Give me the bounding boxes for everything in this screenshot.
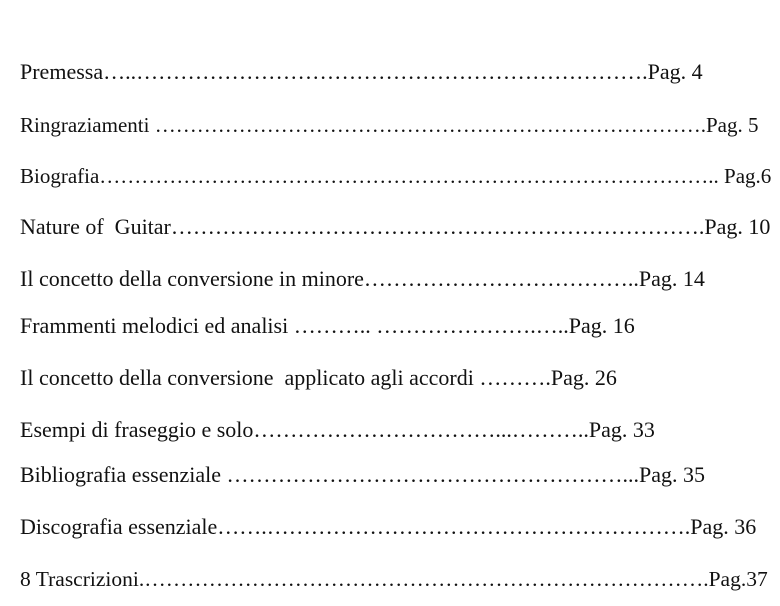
toc-entry-trascrizioni: 8 Trascrizioni.…………………………………………………………………….Pag.37 bbox=[20, 567, 768, 591]
toc-entry-ringraziamenti: Ringraziamenti …………………………………………………………………….Pag. 5 bbox=[20, 113, 759, 137]
toc-entry-conversione-accordi: Il concetto della conversione applicato agli accordi ……….Pag. 26 bbox=[20, 365, 617, 390]
toc-entry-frammenti-melodici: Frammenti melodici ed analisi ……….. ………………….…..Pag. 16 bbox=[20, 313, 635, 338]
toc-entry-nature-of-guitar: Nature of Guitar……………………………………………………………….Pag. 10 bbox=[20, 214, 771, 239]
toc-entry-discografia: Discografia essenziale…….………………………………………………….Pag. 36 bbox=[20, 514, 757, 539]
toc-entry-biografia: Biografia…………………………………………………………………………….. Pag.6 bbox=[20, 164, 772, 188]
toc-entry-bibliografia: Bibliografia essenziale ………………………………………………...Pag. 35 bbox=[20, 462, 705, 487]
toc-entry-conversione-minore: Il concetto della conversione in minore………………………………..Pag. 14 bbox=[20, 266, 705, 291]
toc-entry-premessa: Premessa…..…………………………………………………………….Pag. 4 bbox=[20, 59, 703, 84]
toc-entry-esempi-fraseggio: Esempi di fraseggio e solo……………………………...………..Pag. 33 bbox=[20, 417, 655, 442]
